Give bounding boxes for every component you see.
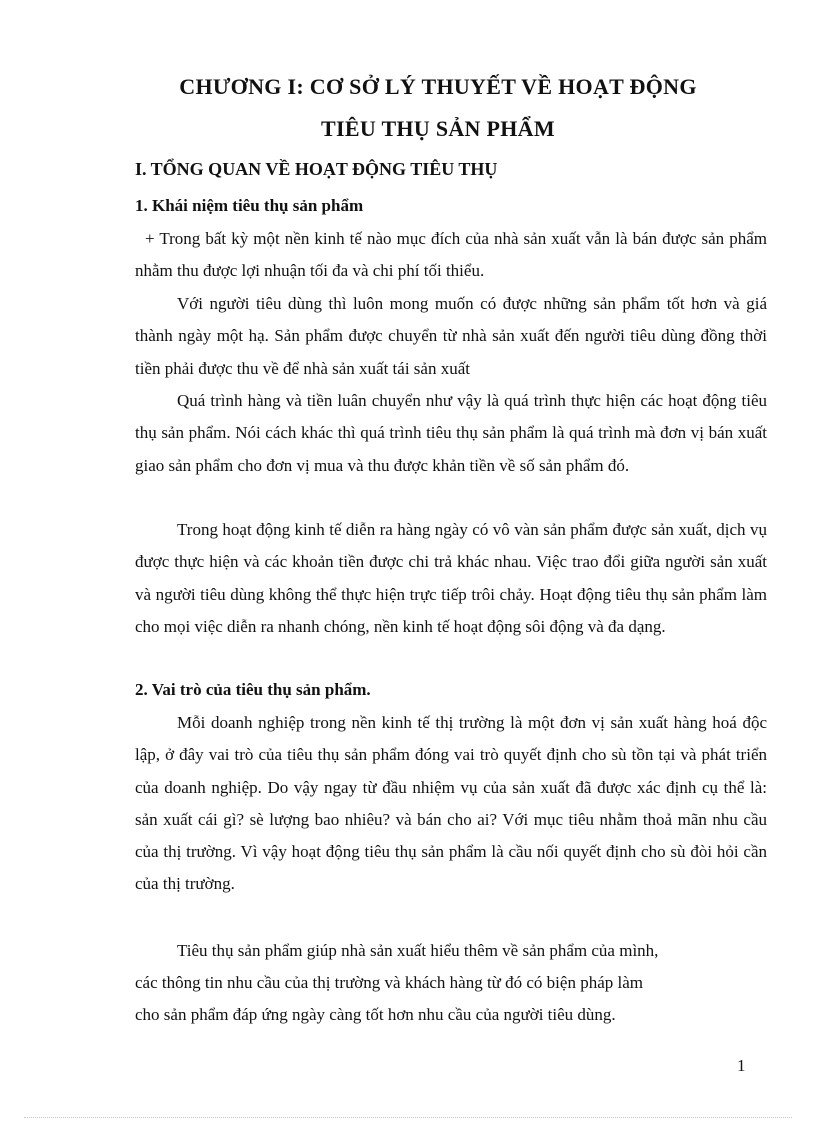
page-number: 1 — [737, 1056, 746, 1075]
subsection-2-paragraph-1: Mỗi doanh nghiệp trong nền kinh tế thị trường là một đơn vị sản xuất hàng hoá độc lập, ở đây vai trò của tiêu thụ sản phẩm đóng vai trò quyết định cho sù tồn tại và phát triển của doanh nghiệp. Do vậy ngay từ đầu nhiệm vụ của sản xuất đã được xác định cụ thể là: sản xuất cái gì? sè lượng bao nhiêu? và bán cho ai? Với mục tiêu nhằm thoả mãn nhu cầu của thị trường. Vì vậy hoạt động tiêu thụ sản phẩm là cầu nối quyết định cho sù đòi hỏi cần của thị trường. — [135, 713, 767, 894]
page-bottom-divider — [24, 1117, 792, 1118]
subsection-2-paragraph-2-line-2: các thông tin nhu cầu của thị trường và khách hàng từ đó có biện pháp làm — [135, 973, 643, 992]
subsection-2-paragraph-2-line-3: cho sản phẩm đáp ứng ngày càng tốt hơn nhu cầu của người tiêu dùng. — [135, 1005, 616, 1024]
subsection-1-paragraph-3: Quá trình hàng và tiền luân chuyển như vậy là quá trình thực hiện các hoạt động tiêu thụ sản phẩm. Nói cách khác thì quá trình tiêu thụ sản phẩm là quá trình mà đơn vị bán xuất giao sản phẩm cho đơn vị mua và thu được khản tiền về số sản phẩm đó. — [135, 391, 767, 475]
subsection-2-heading: 2. Vai trò của tiêu thụ sản phẩm. — [135, 680, 371, 699]
section-heading: I. TỔNG QUAN VỀ HOẠT ĐỘNG TIÊU THỤ — [135, 159, 498, 179]
subsection-1-paragraph-1: + Trong bất kỳ một nền kinh tế nào mục đích của nhà sản xuất vẫn là bán được sản phẩm nhằm thu được lợi nhuận tối đa và chi phí tối thiểu. — [135, 229, 767, 281]
chapter-title-line-2: TIÊU THỤ SẢN PHẨM — [321, 116, 555, 141]
subsection-1-heading: 1. Khái niệm tiêu thụ sản phẩm — [135, 196, 364, 215]
subsection-1-paragraph-2: Với người tiêu dùng thì luôn mong muốn có được những sản phẩm tốt hơn và giá thành ngày một hạ. Sản phẩm được chuyển từ nhà sản xuất đến người tiêu dùng đồng thời tiền phải được thu về để nhà sản xuất tái sản xuất — [135, 294, 767, 378]
subsection-1-paragraph-4: Trong hoạt động kinh tế diễn ra hàng ngày có vô vàn sản phẩm được sản xuất, dịch vụ được thực hiện và các khoản tiền được chi trả khác nhau. Việc trao đổi giữa người sản xuất và người tiêu dùng không thể thực hiện trực tiếp trôi chảy. Hoạt động tiêu thụ sản phẩm làm cho mọi việc diễn ra nhanh chóng, nền kinh tế hoạt động sôi động và đa dạng. — [135, 520, 767, 636]
chapter-title-line-1: CHƯƠNG I: CƠ SỞ LÝ THUYẾT VỀ HOẠT ĐỘNG — [179, 74, 697, 99]
subsection-2-paragraph-2-line-1: Tiêu thụ sản phẩm giúp nhà sản xuất hiểu thêm về sản phẩm của mình, — [177, 941, 659, 960]
